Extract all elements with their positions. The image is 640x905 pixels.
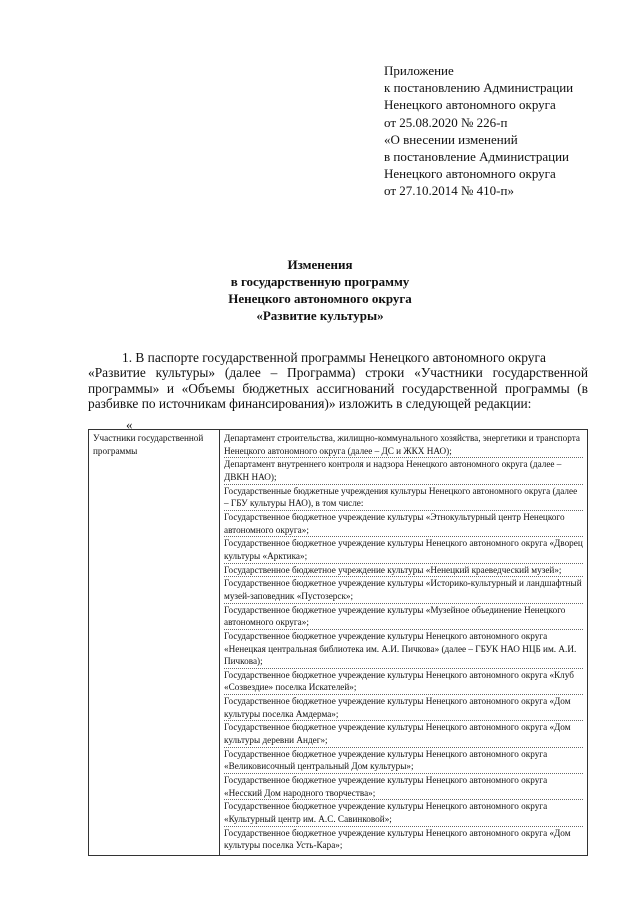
participant-entry: Государственное бюджетное учреждение культуры «Историко-культурный и ландшафтный музей-заповедник «Пустозерск»; [224, 578, 582, 601]
participant-entry: Государственное бюджетное учреждение культуры Ненецкого автономного округа «Дом культуры поселка Усть-Кара»; [224, 826, 583, 852]
title-line: Изменения [287, 257, 353, 272]
appendix-line: от 25.08.2020 № 226-п [384, 114, 508, 130]
document-title [120, 256, 520, 324]
row-label-cell: Участники государственной программы [89, 430, 220, 856]
appendix-line: к постановлению Администрации [384, 80, 574, 96]
appendix-line: Приложение [384, 63, 454, 78]
appendix-line: Ненецкого автономного округа [384, 166, 556, 182]
participant-entry: Государственное бюджетное учреждение культуры «Ненецкий краеведческий музей»; [224, 563, 583, 577]
passport-table [88, 429, 588, 856]
appendix-line: в постановление Администрации [384, 149, 570, 165]
participant-entry: Государственное бюджетное учреждение культуры Ненецкого автономного округа «Дом культуры деревни Андег»; [224, 720, 583, 746]
participant-entry: Государственное бюджетное учреждение культуры Ненецкого автономного округа «Культурный центр им. А.С. Савинковой»; [224, 799, 583, 825]
intro-paragraph [88, 350, 588, 412]
paragraph-line: программы» и «Объемы бюджетных ассигнований государственной программы [88, 380, 570, 396]
participant-entry: Государственное бюджетное учреждение культуры «Музейное объединение Ненецкого автономного округа»; [224, 603, 583, 629]
appendix-block [384, 62, 624, 200]
participant-entry: Государственные бюджетные учреждения культуры Ненецкого автономного округа (далее – ГБУ культуры НАО), в том числе: [224, 484, 583, 510]
participant-entry: Государственное бюджетное учреждение культуры Ненецкого автономного округа «Ненецкая центральная библиотека им. А.И. Пичкова» (далее – ГБУК НАО НЦБ им. А.И. Пичкова); [224, 629, 583, 668]
table-row [89, 430, 588, 856]
paragraph-line: «Развитие культуры» (далее – Программа) строки «Участники государственной [88, 365, 588, 381]
participant-entry: Департамент строительства, жилищно-коммунального хозяйства, энергетики и транспорта Ненецкого автономного округа (далее – ДС и ЖКХ НАО); [224, 433, 580, 456]
title-line: в государственную программу [230, 274, 410, 289]
participant-entry: Государственное бюджетное учреждение культуры «Этнокультурный центр Ненецкого автономного округа»; [224, 510, 583, 536]
appendix-line: от 27.10.2014 № 410-п» [384, 183, 514, 199]
title-line: «Развитие культуры» [256, 308, 384, 323]
paragraph-line: 1. В паспорте государственной программы Ненецкого автономного округа [122, 350, 546, 365]
participant-entry: Государственное бюджетное учреждение культуры Ненецкого автономного округа «Дом культуры поселка Амдерма»; [224, 694, 583, 720]
participant-entry: Государственное бюджетное учреждение культуры Ненецкого автономного округа «Великовисочный центральный Дом культуры»; [224, 747, 583, 773]
participant-entry: Государственное бюджетное учреждение культуры Ненецкого автономного округа «Дворец культуры «Арктика»; [224, 538, 583, 561]
participant-entry: Государственное бюджетное учреждение культуры Ненецкого автономного округа «Несский Дом народного творчества»; [224, 773, 583, 799]
appendix-line: «О внесении изменений [384, 131, 518, 147]
appendix-line: Ненецкого автономного округа [384, 97, 556, 113]
row-value-cell [220, 430, 588, 856]
participant-entry: Государственное бюджетное учреждение культуры Ненецкого автономного округа «Клуб «Созвездие» поселка Искателей»; [224, 668, 583, 694]
paragraph-line: (в разбивке по источникам финансирования)» изложить в следующей редакции: [88, 380, 588, 412]
title-line: Ненецкого автономного округа [228, 291, 412, 306]
participant-entry: Департамент внутреннего контроля и надзора Ненецкого автономного округа (далее – ДВКН НАО); [224, 457, 583, 483]
opening-quote-mark: « [126, 417, 133, 432]
